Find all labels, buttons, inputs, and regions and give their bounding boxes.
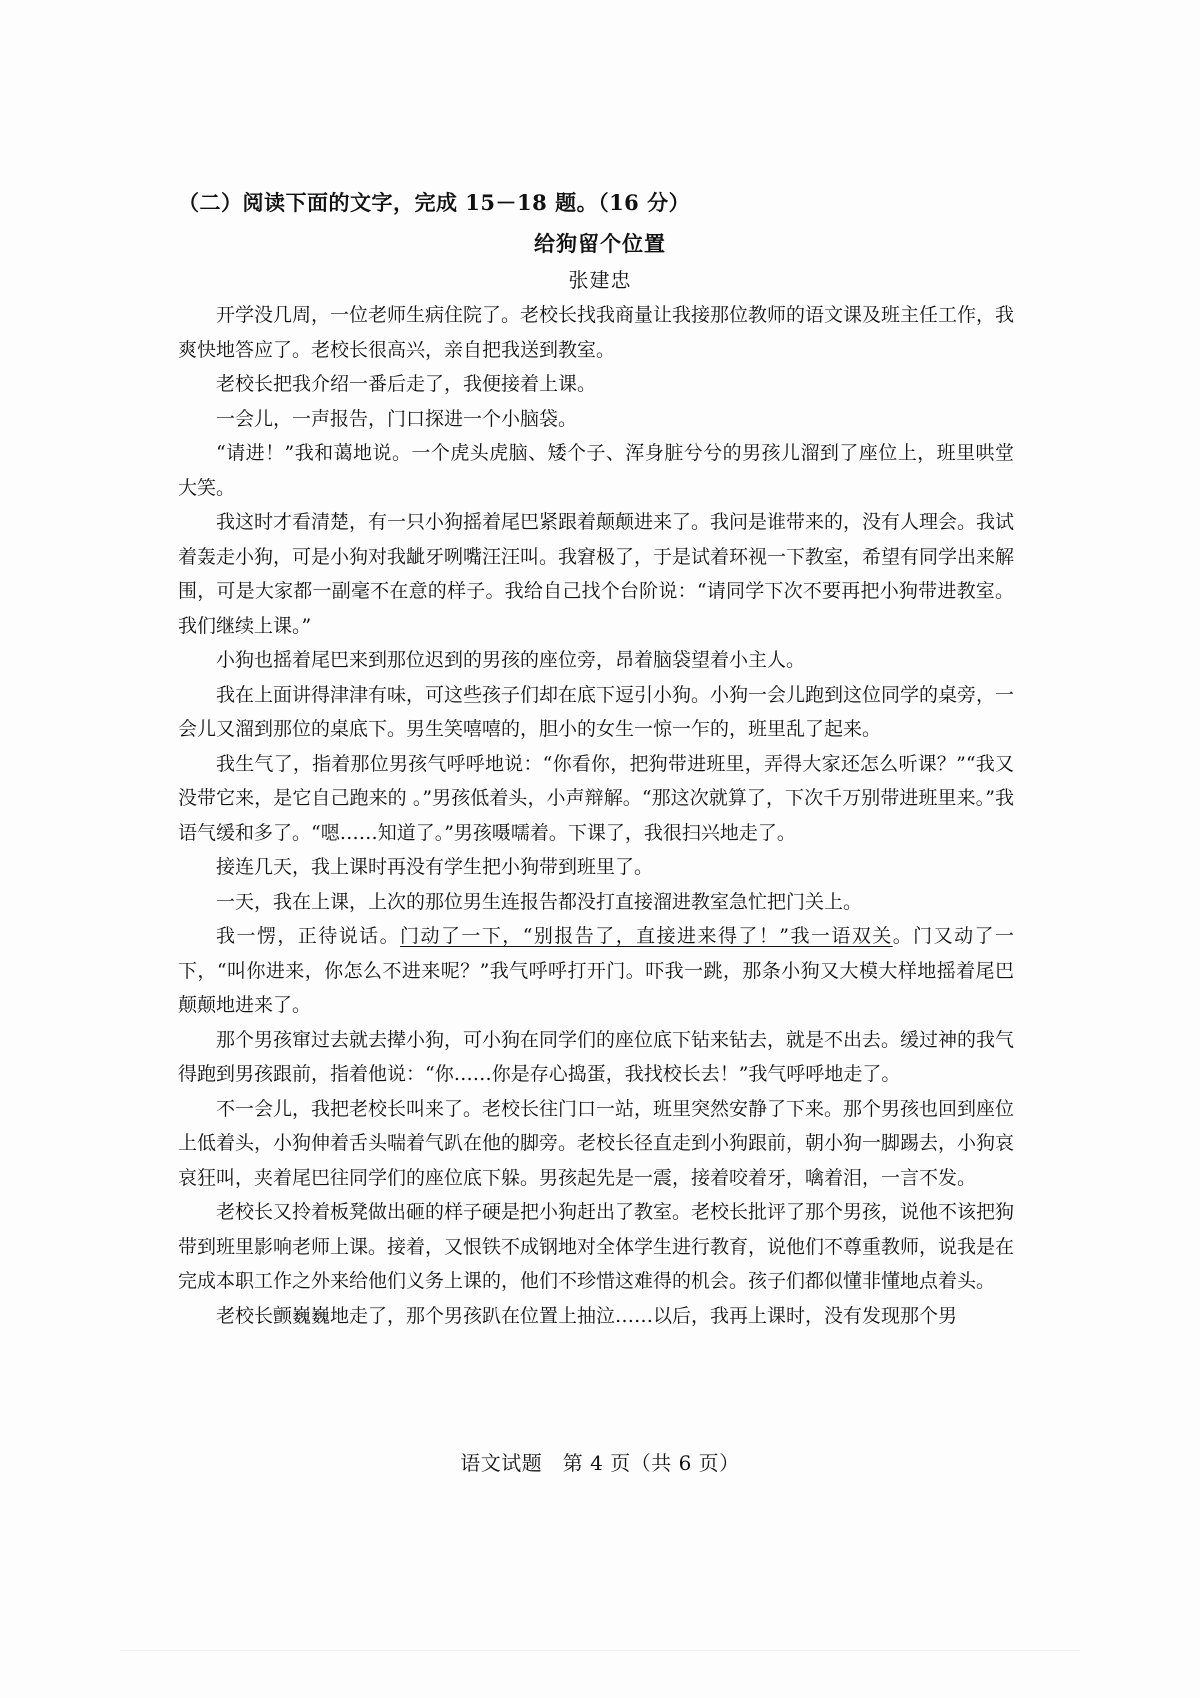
paragraph: 老校长颤巍巍地走了，那个男孩趴在位置上抽泣……以后，我再上课时，没有发现那个男 bbox=[216, 1304, 958, 1327]
paragraph-text-before: 我一愣，正待说话。 bbox=[216, 925, 401, 947]
scan-artifact bbox=[120, 1650, 1080, 1651]
paragraph: “请进！”我和蔼地说。一个虎头虎脑、矮个子、浑身脏兮兮的男孩儿溜到了座位上，班里哄堂大笑。 bbox=[178, 442, 1014, 499]
paragraph: 开学没几周，一位老师生病住院了。老校长找我商量让我接那位教师的语文课及班主任工作，我爽快地答应了。老校长很高兴，亲自把我送到教室。 bbox=[178, 304, 1015, 361]
paragraph: 那个男孩窜过去就去撵小狗，可小狗在同学们的座位底下钻来钻去，就是不出去。缓过神的我气得跑到男孩跟前，指着他说：“你……你是存心捣蛋，我找校长去！”我气呼呼地走了。 bbox=[178, 1028, 1015, 1085]
paragraph: 我生气了，指着那位男孩气呼呼地说：“你看你，把狗带进班里，弄得大家还怎么听课？”“我又没带它来，是它自己跑来的 。”男孩低着头，小声辩解。“那这次就算了，下次千万别带进班里来。”我语气缓和多了。“嗯……知道了。”男孩嗫嚅着。下课了，我很扫兴地走了。 bbox=[178, 752, 1014, 844]
underlined-sentence: 门动了一下，“别报告了，直接进来得了！”我一语双关 bbox=[400, 925, 893, 947]
page-footer: 语文试题 第 4 页（共 6 页） bbox=[460, 1451, 740, 1475]
article-body bbox=[178, 298, 1014, 1333]
paragraph: 小狗也摇着尾巴来到那位迟到的男孩的座位旁，昂着脑袋望着小主人。 bbox=[216, 649, 806, 671]
paragraph-underlined bbox=[178, 919, 1014, 1023]
paragraph: 老校长又拎着板凳做出砸的样子硬是把小狗赶出了教室。老校长批评了那个男孩，说他不该把狗带到班里影响老师上课。接着，又恨铁不成钢地对全体学生进行教育，说他们不尊重教师，说我是在完成本职工作之外来给他们义务上课的，他们不珍惜这难得的机会。孩子们都似懂非懂地点着头。 bbox=[178, 1201, 1015, 1292]
paragraph-text-after: 。门又动了一下，“叫你进来，你怎么不进来呢？”我气呼呼打开门。吓我一跳，那条小狗又大模大样地摇着尾巴颠颠地进来了。 bbox=[178, 925, 1014, 1016]
paragraph: 一会儿，一声报告，门口探进一个小脑袋。 bbox=[216, 407, 578, 430]
paragraph: 一天，我在上课，上次的那位男生连报告都没打直接溜进教室急忙把门关上。 bbox=[216, 890, 863, 913]
section-heading: （二）阅读下面的文字，完成 15－18 题。（16 分） bbox=[178, 190, 691, 215]
paragraph: 我这时才看清楚，有一只小狗摇着尾巴紧跟着颠颠进来了。我问是谁带来的，没有人理会。我试着轰走小狗，可是小狗对我龇牙咧嘴汪汪叫。我窘极了，于是试着环视一下教室，希望有同学出来解围，可是大家都一副毫不在意的样子。我给自己找个台阶说：“请同学下次不要再把小狗带进教室。我们继续上课。” bbox=[178, 511, 1015, 637]
article-title: 给狗留个位置 bbox=[534, 231, 666, 256]
paragraph: 老校长把我介绍一番后走了，我便接着上课。 bbox=[216, 373, 597, 395]
paragraph: 接连几天，我上课时再没有学生把小狗带到班里了。 bbox=[216, 856, 654, 878]
paragraph: 我在上面讲得津津有味，可这些孩子们却在底下逗引小狗。小狗一会儿跑到这位同学的桌旁，一会儿又溜到那位的桌底下。男生笑嘻嘻的，胆小的女生一惊一乍的，班里乱了起来。 bbox=[178, 683, 1015, 740]
article-author: 张建忠 bbox=[568, 268, 632, 292]
paragraph: 不一会儿，我把老校长叫来了。老校长往门口一站，班里突然安静了下来。那个男孩也回到座位上低着头，小狗伸着舌头喘着气趴在他的脚旁。老校长径直走到小狗跟前，朝小狗一脚踢去，小狗哀哀狂叫，夹着尾巴往同学们的座位底下躲。男孩起先是一震，接着咬着牙，噙着泪，一言不发。 bbox=[178, 1097, 1015, 1189]
